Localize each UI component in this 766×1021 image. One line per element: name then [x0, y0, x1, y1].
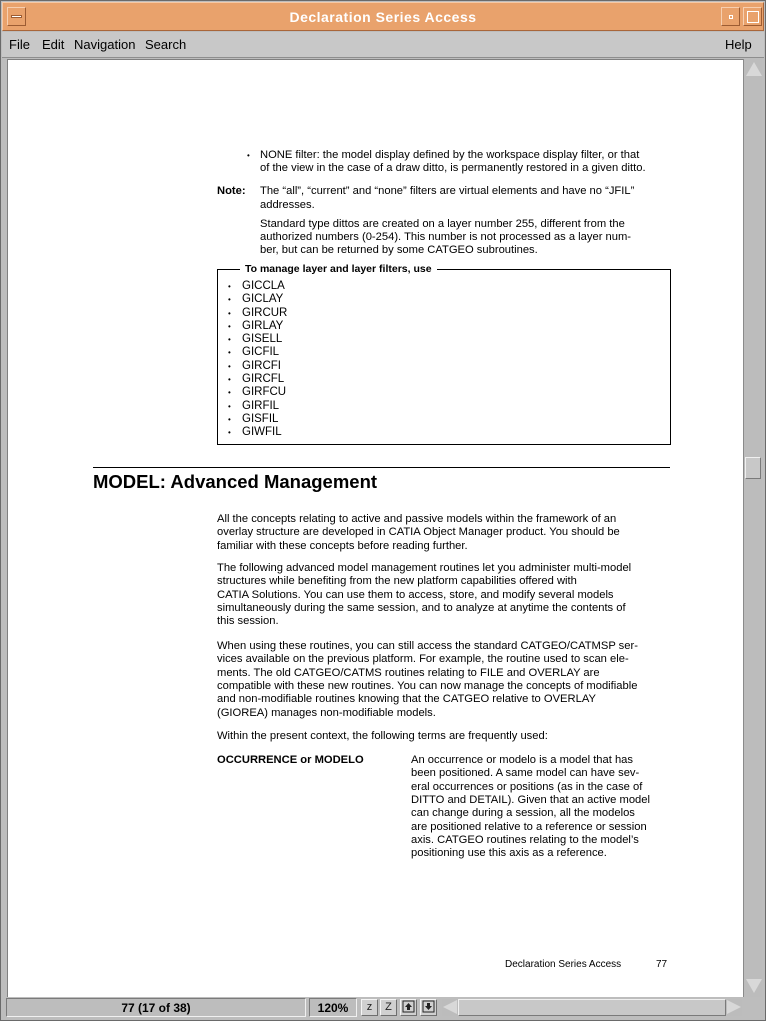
maximize-button[interactable] — [743, 7, 762, 26]
routine-list-item — [228, 386, 287, 399]
definition-line: eral occurrences or positions (as in the case of — [411, 780, 643, 793]
footer-title: Declaration Series Access — [505, 959, 622, 970]
vertical-scrollbar[interactable] — [743, 59, 762, 997]
horizontal-scrollbar[interactable] — [442, 999, 742, 1016]
section-heading: MODEL: Advanced Management — [93, 471, 378, 492]
vertical-scroll-thumb[interactable] — [745, 457, 761, 479]
para2-line: structures while benefiting from the new platform capabilities offered with — [217, 575, 577, 588]
note-p2-line3: ber, but can be returned by some CATGEO subroutines. — [260, 244, 538, 256]
para3-line: and non-modifiable routines knowing that the CATGEO relative to OVERLAY — [217, 693, 596, 706]
bullet-icon: • — [228, 414, 231, 424]
routine-list-item — [228, 360, 287, 373]
routine-name: GIRFCU — [242, 386, 287, 399]
menu-bar — [2, 32, 764, 58]
zoom-in-button[interactable]: Z — [380, 999, 397, 1016]
menu-search[interactable]: Search — [145, 37, 187, 52]
routine-name: GISFIL — [242, 412, 279, 425]
routine-list-item — [228, 293, 287, 306]
routine-list-item — [228, 320, 287, 333]
previous-page-button[interactable] — [400, 999, 417, 1016]
minimize-icon — [729, 15, 733, 19]
layer-routines-box — [217, 263, 671, 445]
paragraph-4: Within the present context, the following terms are frequently used: — [217, 730, 548, 742]
zoom-out-button[interactable]: z — [361, 999, 378, 1016]
definition-line: positioning use this axis as a reference. — [411, 847, 607, 860]
bullet-none-line1: NONE filter: the model display defined by the workspace display filter, or that — [260, 149, 640, 161]
para3-line: compatible with these new routines. You can now manage the concepts of modifiable — [217, 679, 638, 692]
section-divider — [93, 467, 670, 468]
bullet-icon: • — [228, 321, 231, 331]
note-label: Note: — [217, 185, 246, 197]
menu-navigation[interactable]: Navigation — [74, 37, 136, 52]
routine-name: GIWFIL — [242, 426, 282, 439]
routine-list-item — [228, 346, 287, 359]
routine-list-item — [228, 280, 287, 293]
bullet-icon: • — [228, 361, 231, 371]
bullet-icon: • — [228, 308, 231, 318]
box-title: To manage layer and layer filters, use — [240, 263, 437, 275]
scroll-down-arrow-icon[interactable] — [746, 979, 762, 993]
para2-line: The following advanced model management routines let you administer multi-model — [217, 562, 632, 574]
para3-line: ments. The old CATGEO/CATMS routines relating to FILE and OVERLAY are — [217, 666, 600, 679]
page-down-icon — [422, 1000, 435, 1013]
para1-line: overlay structure are developed in CATIA Object Manager product. You should be — [217, 526, 620, 539]
note-p2-line1: Standard type dittos are created on a layer number 255, different from the — [260, 218, 625, 230]
definition-line: are positioned relative to a reference or session — [411, 820, 647, 833]
bullet-none-line2: of the view in the case of a draw ditto, is permanently restored in a given ditto. — [260, 162, 646, 174]
bullet-icon: • — [228, 335, 231, 345]
menu-edit[interactable]: Edit — [42, 37, 65, 52]
routine-list-item — [228, 333, 287, 346]
routine-list-item — [228, 413, 287, 426]
window-title: Declaration Series Access — [289, 9, 477, 25]
routine-name: GIRCUR — [242, 306, 288, 319]
definition-line: axis. CATGEO routines relating to the model’s — [411, 833, 639, 846]
para3-line: When using these routines, you can still access the standard CATGEO/CATMSP ser- — [217, 640, 638, 652]
routine-name: GICCLA — [242, 280, 285, 292]
bullet-icon: • — [228, 388, 231, 398]
document-page — [7, 59, 743, 997]
note-p2-line2: authorized numbers (0-254). This number is not processed as a layer num- — [260, 231, 632, 243]
routine-name: GIRLAY — [242, 319, 284, 332]
page-up-icon — [402, 1000, 415, 1013]
definition-line: can change during a session, all the modelos — [411, 807, 635, 820]
routine-name: GICLAY — [242, 293, 284, 306]
zoom-level[interactable]: 120% — [309, 998, 357, 1017]
bullet-icon: • — [247, 151, 250, 160]
title-bar[interactable] — [2, 2, 764, 31]
routine-list-item — [228, 400, 287, 413]
para1-line: familiar with these concepts before reading further. — [217, 539, 468, 552]
bullet-icon: • — [228, 401, 231, 411]
bullet-icon: • — [228, 375, 231, 385]
menu-file[interactable]: File — [9, 37, 30, 52]
page-indicator: 77 (17 of 38) — [6, 998, 306, 1017]
routine-list-item — [228, 426, 287, 439]
bullet-icon: • — [228, 428, 231, 438]
para2-line: this session. — [217, 615, 279, 628]
menu-help[interactable]: Help — [725, 37, 752, 52]
bullet-icon: • — [228, 348, 231, 358]
routine-name: GIRFIL — [242, 399, 280, 412]
horizontal-scroll-thumb[interactable] — [458, 999, 726, 1016]
status-bar — [2, 997, 764, 1019]
minimize-button[interactable] — [721, 7, 740, 26]
para2-line: CATIA Solutions. You can use them to access, store, and modify several models — [217, 588, 614, 601]
para1-line: All the concepts relating to active and passive models within the framework of an — [217, 513, 617, 525]
next-page-button[interactable] — [420, 999, 437, 1016]
bullet-icon: • — [228, 282, 231, 291]
routine-name: GICFIL — [242, 346, 280, 359]
definition-line: DITTO and DETAIL). Given that an active model — [411, 793, 650, 806]
scroll-right-arrow-icon[interactable] — [727, 1000, 741, 1014]
scroll-up-arrow-icon[interactable] — [746, 62, 762, 76]
para3-line: vices available on the previous platform. For example, the routine used to scan ele- — [217, 653, 629, 666]
routine-list-item — [228, 307, 287, 320]
para3-line: (GIOREA) manages non-modifiable models. — [217, 706, 436, 719]
definition-line: An occurrence or modelo is a model that has — [411, 754, 634, 766]
routine-list-item — [228, 373, 287, 386]
note-p1-line1: The “all”, “current” and “none” filters are virtual elements and have no “JFIL” — [260, 185, 635, 197]
footer-page-number: 77 — [656, 959, 668, 970]
routine-name: GIRCFL — [242, 373, 285, 386]
routine-name: GISELL — [242, 333, 283, 346]
definition-line: been positioned. A same model can have sev- — [411, 767, 640, 780]
routine-name: GIRCFI — [242, 359, 281, 372]
bullet-icon: • — [228, 295, 231, 305]
scroll-left-arrow-icon[interactable] — [443, 1000, 457, 1014]
term-occurrence: OCCURRENCE or MODELO — [217, 754, 364, 766]
routine-list — [228, 280, 287, 440]
maximize-icon — [747, 11, 759, 23]
para2-line: simultaneously during the same session, and to analyze at anytime the contents of — [217, 601, 626, 614]
note-p1-line2: addresses. — [260, 199, 315, 211]
